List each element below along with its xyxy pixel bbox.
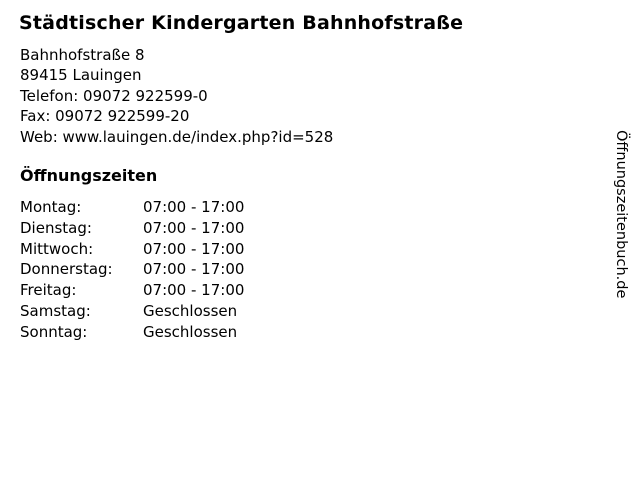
hours-value: 07:00 - 17:00 (143, 260, 245, 279)
day-label: Samstag: (20, 302, 91, 321)
day-label: Montag: (20, 198, 82, 217)
hours-row-wednesday (20, 239, 640, 260)
hours-value: Geschlossen (143, 322, 238, 341)
hours-row-monday (20, 197, 640, 218)
day-label: Sonntag: (20, 322, 88, 341)
hours-row-saturday (20, 301, 640, 322)
hours-value: 07:00 - 17:00 (143, 281, 245, 300)
hours-row-thursday (20, 259, 640, 280)
hours-value: 07:00 - 17:00 (143, 239, 245, 258)
watermark-oeffnungszeitenbuch: Öffnungszeitenbuch.de (613, 130, 629, 299)
day-label: Mittwoch: (20, 239, 94, 258)
web-line: Web: www.lauingen.de/index.php?id=528 (20, 127, 334, 146)
hours-row-tuesday (20, 218, 640, 239)
hours-list (20, 197, 640, 343)
hours-row-sunday (20, 322, 640, 343)
day-label: Freitag: (20, 281, 77, 300)
phone-line: Telefon: 09072 922599-0 (20, 86, 208, 105)
contact-block (20, 45, 640, 147)
hours-value: 07:00 - 17:00 (143, 218, 245, 237)
address-city: 89415 Lauingen (20, 66, 142, 85)
fax-line: Fax: 09072 922599-20 (20, 107, 190, 126)
address-street: Bahnhofstraße 8 (20, 46, 145, 64)
hours-row-friday (20, 280, 640, 301)
day-label: Donnerstag: (20, 260, 113, 279)
hours-value: Geschlossen (143, 302, 238, 321)
hours-section-heading: Öffnungszeiten (20, 166, 158, 186)
page-title: Städtischer Kindergarten Bahnhofstraße (19, 12, 464, 34)
hours-value: 07:00 - 17:00 (143, 198, 245, 217)
day-label: Dienstag: (20, 218, 92, 237)
